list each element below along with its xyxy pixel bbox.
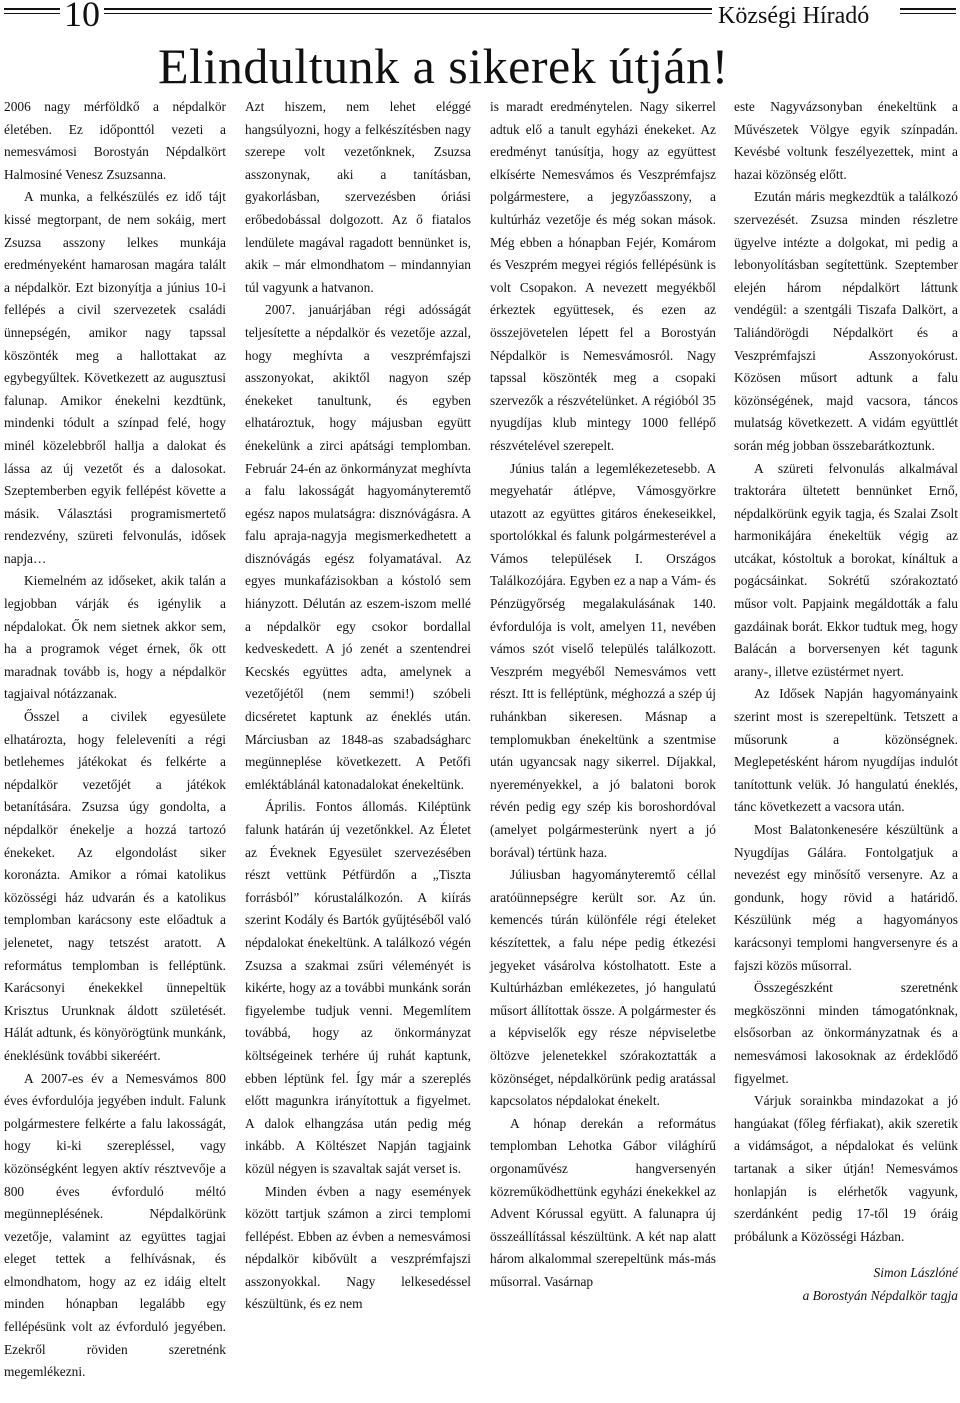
author-name: Simon Lászlóné bbox=[873, 1265, 958, 1281]
paragraph: este Nagyvázsonyban énekeltünk a Művészetek Völgye egyik színpadán. Kevésbé voltunk feszélyezettek, mint a hazai közönség előtt. bbox=[734, 99, 958, 182]
publication-title: Községi Híradó bbox=[718, 3, 870, 29]
article-column-2 bbox=[245, 96, 471, 1316]
paragraph: Júliusban hagyományteremtő céllal aratóünnepségre került sor. Az ún. kemencés túrán különféle régi ételeket készítettek, a falu népe pedig étkezési jegyeket vásárolva kóstolhatott. Este a Kultúrházban emlékezetes, jó hangulatú műsort állítottak össze. A polgármester és a képviselők egy része népviseletbe öltözve jelenetekkel szórakoztatták a közönséget, népdalkörünk pedig aratással kapcsolatos népdalokat énekelt. bbox=[490, 867, 716, 1109]
paragraph: A hónap derekán a református templomban Lehotka Gábor világhírű orgonaművész hangversenyén közreműködhettünk egyházi énekekkel az Advent Kórussal együtt. A falunapra új összeállítással készültünk. A két nap alatt három alkalommal szerepeltünk más-más műsorral. Vasárnap bbox=[490, 1115, 716, 1289]
header-rule-center bbox=[104, 8, 712, 10]
paragraph: 2007. januárjában régi adósságát teljesítette a népdalkör és vezetője azzal, hogy meghívta a veszprémfajszi asszonyokat, akiktől nagyon szép énekeket tanultunk, és egyben elhatároztuk, hogy májusban együtt énekelünk a zirci apátsági templomban. Február 24-én az önkormányzat meghívta a falu lakosságát hagyományteremtő egész napos mulatságra: disznóvágásra. A falu apraja-nagyja megismerkedhetett a disznóvágás egész folyamatával. Az egyes munkafázisokban a kóstoló sem hiányzott. Délután az eszem-iszom mellé a népdalkör egy csokor bordallal kedveskedett. A jó zenét a szentendrei Kecskés együttes adta, amelynek a vezetőjétől (nem semmi!) szóbeli dicséretet kaptunk az éneklés után. Márciusban az 1848-as szabadságharc megünneplése következett. A Petőfi emléktáblánál katonadalokat énekeltünk. bbox=[245, 302, 471, 792]
paragraph: Ősszel a civilek egyesülete elhatározta, hogy feleleveníti a régi betlehemes játékokat és felkérte a népdalkör vezetőjét a játékok betanítására. Zsuzsa úgy gondolta, a népdalkör énekelje a hozzá tartozó énekeket. Az elgondolást siker koronázta. Amikor a római katolikus közösségi ház udvarán és a katolikus templomban karácsony este előadtuk a jelenetet, nagy tetszést aratott. A református templomban is felléptünk. Karácsonyi énekekkel ünnepeltük Krisztus Urunknak áldott születését. Hálát adtunk, és könyörögtünk munkánk, éneklésünk további sikeréért. bbox=[4, 709, 226, 1063]
author-signature bbox=[734, 1262, 958, 1307]
paragraph: 2006 nagy mérföldkő a népdalkör életében. Ez időponttól vezeti a nemesvámosi Borostyán Népdalkört Halmosiné Venesz Zsuzsanna. bbox=[4, 99, 226, 182]
header-rule-left-thin bbox=[4, 13, 60, 14]
paragraph: Minden évben a nagy események között tartjuk számon a zirci templomi fellépést. Ebben az évben a nemesvámosi népdalkör kibővült a veszprémfajszi asszonyokkal. Nagy lelkesedéssel készültünk, és ez nem bbox=[245, 1183, 471, 1312]
paragraph: Kiemelném az időseket, akik talán a legjobban várják és igénylik a népdalokat. Ők nem sietnek akkor sem, ha a programok véget érnek, ők ott maradnak tovább is, hogy a népdalkör tagjaival nótázzanak. bbox=[4, 573, 226, 702]
header-rule-right bbox=[900, 8, 956, 10]
header-rule-center-thin bbox=[104, 13, 712, 14]
paragraph: Június talán a legemlékezetesebb. A megyehatár átlépve, Vámosgyörkre utazott az együttes gitáros énekeseikkel, sportolókkal és falunk polgármesterével a Vámos települések I. Országos Találkozójára. Egyben ez a nap a Vám- és Pénzügyőrség megalakulásának 140. évfordulója is volt, amelyen 11, nevében vámos szót viselő település találkozott. Veszprém megyéből Nemesvámos vett részt. Itt is felléptünk, méghozzá a szép új ruhánkban sikeresen. Másnap a templomukban énekeltünk a szentmise után ugyancsak nagy sikerrel. Díjakkal, nyereményekkel, a jó balatoni borok révén pedig egy szép kis boroshordóval (amelyet polgármesterünk nyert a jó borával) tértünk haza. bbox=[490, 460, 716, 860]
author-role: a Borostyán Népdalkör tagja bbox=[802, 1287, 958, 1303]
paragraph: A szüreti felvonulás alkalmával traktorára ültetett bennünket Ernő, népdalkörünk egyik tagja, és Szalai Zsolt harmonikájára énekeltük végig az utcákat, kóstoltuk a borokat, kínáltuk a pogácsáinkat. Sokrétű szórakoztató műsor volt. Papjaink megáldották a falu gazdáinak borát. Ekkor tudtuk meg, hogy Balácán a borversenyen két tagunk arany-, illetve ezüstérmet nyert. bbox=[734, 460, 958, 679]
paragraph: A munka, a felkészülés ez idő tájt kissé megtorpant, de nem sokáig, mert Zsuzsa asszony lelkes munkája eredményeként hamarosan magára talált a népdalkör. Ezt bizonyítja a június 10-i fellépés a civil szervezetek családi ünnepségén, amikor nagy tapssal köszönték meg a hallottakat az egybegyűltek. Következett az augusztusi falunap. Amikor énekelni kezdtünk, mindenki tódult a színpad felé, hogy minél közelebbről hallja a dalokat és lássa az új vezetőt és a dalosokat. Szeptemberben egyik fellépést követte a másik. Választási programismertető rendezvény, szüreti felvonulás, idősek napja… bbox=[4, 189, 226, 566]
article-column-4 bbox=[734, 96, 958, 1307]
header-rule-left bbox=[4, 8, 60, 10]
paragraph: Ezután máris megkezdtük a találkozó szervezését. Zsuzsa minden részletre ügyelve intézte a dolgokat, mi pedig a lebonyolításban segítettünk. Szeptember elején három népdalkört láttunk vendégül: a szentgáli Tiszafa Dalkört, a Taliándörögdi Népdalkört és a Veszprémfajszi Asszonyokórust. Közösen műsort adtunk a falu közönségének, majd vacsora, táncos mulatság következett. A vidám együttlét során még jobban összebarátkoztunk. bbox=[734, 189, 958, 453]
article-column-3 bbox=[490, 96, 716, 1293]
paragraph: Azt hiszem, nem lehet eléggé hangsúlyozni, hogy a felkészítésben nagy szerepe volt vezetőnknek, Zsuzsa asszonynak, aki a tanításban, gyakorlásban, szervezésben óriási erőbedobással dolgozott. Az ő fiatalos lendülete magával ragadott bennünket is, akik – már elmondhatom – mindannyian túl vagyunk a hatvanon. bbox=[245, 99, 471, 295]
paragraph: Április. Fontos állomás. Kiléptünk falunk határán új vezetőnkkel. Az Életet az Éveknek Egyesület szervezésében részt vettünk Pétfürdőn a „Tiszta forrásból” kórustalálkozón. A kiírás szerint Kodály és Bartók gyűjtéséből való népdalokat énekeltünk. A találkozó végén Zsuzsa a szakmai zsűri véleményét is kikérte, hogy az a további munkánk során figyelembe tudjuk venni. Megemlítem továbbá, hogy az önkormányzat költségeinek terhére új ruhát kaptunk, ebben léptünk fel. Így már a szereplés előtt magunkra irányítottuk a figyelmet. A dalok elhangzása után pedig még inkább. A Költészet Napján tagjaink közül négyen is szavaltak saját verset is. bbox=[245, 799, 471, 1176]
page-number: 10 bbox=[64, 0, 100, 34]
paragraph: Az Idősek Napján hagyományaink szerint most is szerepeltünk. Tetszett a műsorunk a közönségnek. Meglepetésként három nyugdíjas indulót tanítottunk velük. Jó hangulatú éneklés, tánc következett a vacsora után. bbox=[734, 686, 958, 815]
paragraph: A 2007-es év a Nemesvámos 800 éves évfordulója jegyében indult. Falunk polgármestere felkérte a falu lakosságát, hogy ki-ki szerepléssel, vagy közönségként legyen aktív résztvevője a 800 éves évforduló méltó megünneplésének. Népdalkörünk vezetője, valamint az együttes tagjai eleget tettek a felhívásnak, és elmondhatom, hogy az ez idáig eltelt minden hónapban legalább egy fellépésünk volt az évforduló jegyében. Ezekről röviden szeretnénk megemlékezni. bbox=[4, 1070, 226, 1380]
article-column-1 bbox=[4, 96, 226, 1384]
page-header bbox=[0, 0, 960, 34]
paragraph: Összegészként szeretnénk megköszönni minden támogatónknak, elsősorban az önkormányzatnak és a nemesvámosi lakosoknak az érdeklődő figyelmet. bbox=[734, 980, 958, 1086]
paragraph: Most Balatonkenesére készültünk a Nyugdíjas Gálára. Fontolgatjuk a nevezést egy minősítő versenyre. Az a gondunk, hogy rövid a határidő. Készülünk még a hagyományos karácsonyi templomi hangversenyre és a fajszi közös műsorral. bbox=[734, 822, 958, 973]
article-title: Elindultunk a sikerek útján! bbox=[158, 38, 729, 94]
paragraph: Várjuk sorainkba mindazokat a jó hangúakat (főleg férfiakat), akik szeretik a vidámságot, a népdalokat és velünk tartanak a siker útján! Nemesvámos honlapján is elérhetők vagyunk, szerdánként pedig 17-től 19 óráig próbálunk a Közösségi Házban. bbox=[734, 1093, 958, 1244]
paragraph: is maradt eredménytelen. Nagy sikerrel adtuk elő a tanult egyházi énekeket. Az eredményt tanúsítja, hogy az együttest elkísérte Nemesvámos és Veszprémfajsz polgármestere, a jegyzőasszony, a kultúrház vezetője és még sokan mások. Még ebben a hónapban Fejér, Komárom és Veszprém megyei régiós fellépésünk is volt Csopakon. A nevezett megyékből érkeztek együttesek, és ezen az összejövetelen lépett fel a Borostyán Népdalkör is Nemesvámosról. Nagy tapssal köszönték meg a csopaki szervezők a részvételünket. A régióból 35 nyugdíjas klub mintegy 1000 fellépő részvételével szerepelt. bbox=[490, 99, 716, 453]
header-rule-right-thin bbox=[900, 13, 956, 14]
